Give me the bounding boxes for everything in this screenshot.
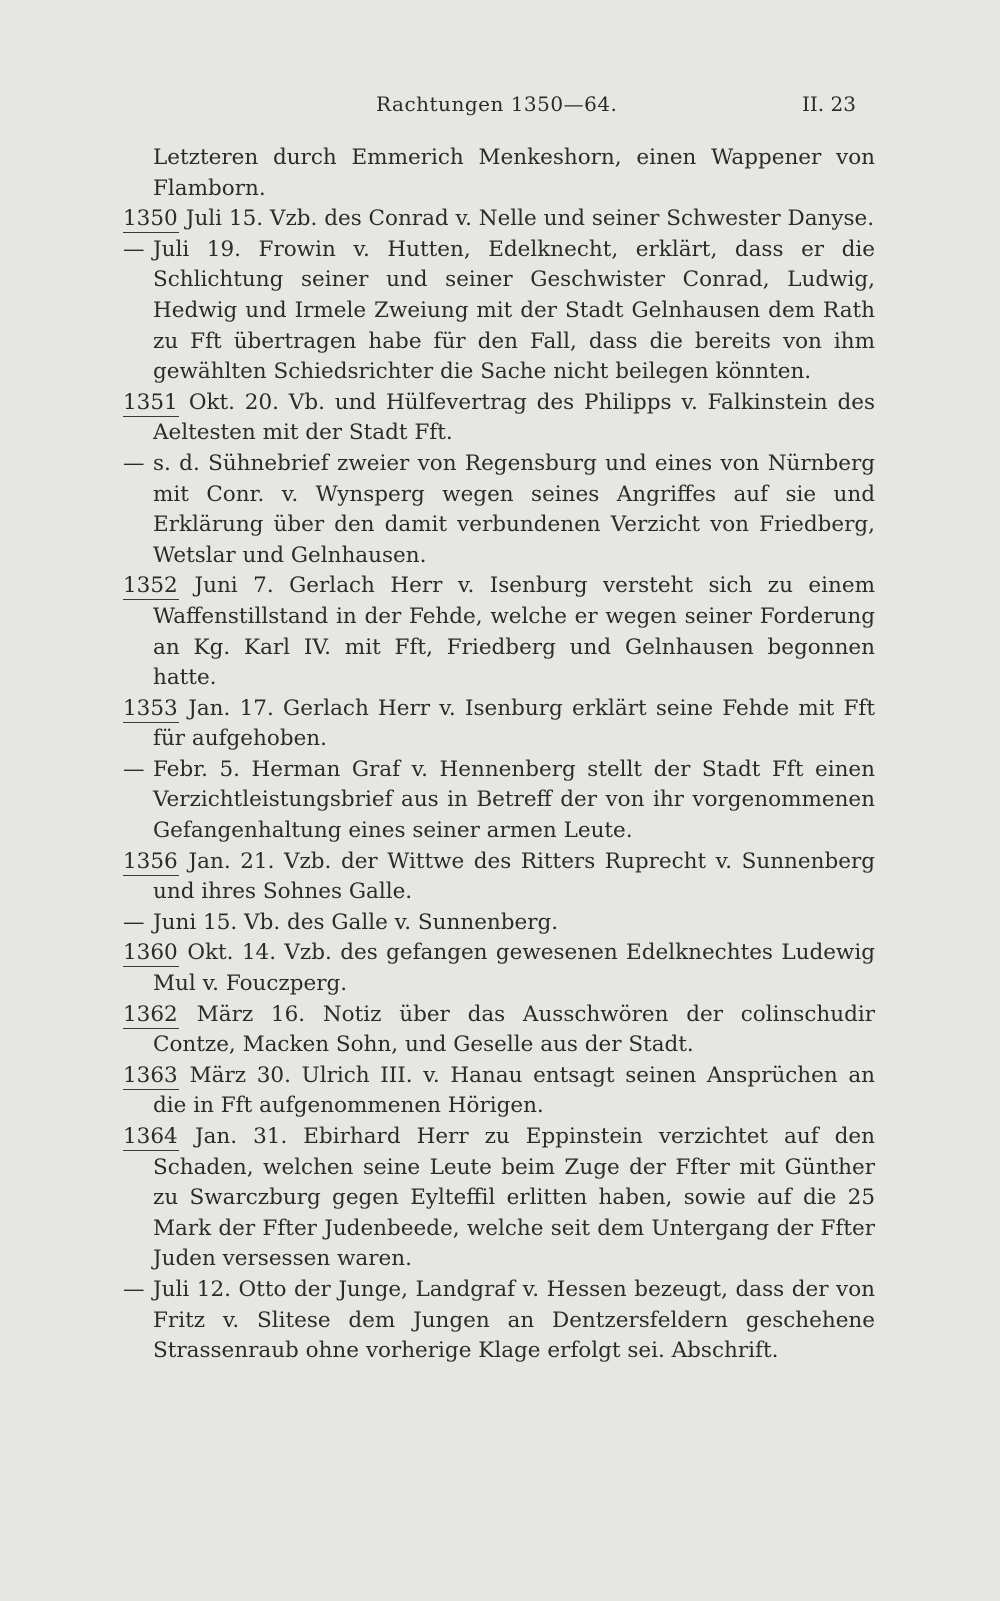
page-number: II. 23 bbox=[802, 92, 856, 116]
entry-year: 1364 bbox=[123, 1124, 178, 1149]
entry-dash: — bbox=[123, 909, 145, 935]
entry-text: Juni 7. Gerlach Herr v. Isenburg versteht sich zu einem Waffenstillstand in der Fehde, welche er wegen seiner Forderung an Kg. Karl IV. mit Fft, Friedberg und Gelnhausen begonnen hatte. bbox=[153, 573, 875, 691]
entry-dash: — bbox=[123, 1276, 145, 1302]
entry-text: März 16. Notiz über das Ausschwören der colinschudir Contze, Macken Sohn, und Geselle aus der Stadt. bbox=[153, 1001, 875, 1058]
entry-text: Letzteren durch Emmerich Menkeshorn, einen Wappener von Flamborn. bbox=[153, 145, 875, 201]
page-header bbox=[0, 92, 1000, 122]
entry-text: Okt. 20. Vb. und Hülfevertrag des Philipps v. Falkinstein des Aeltesten mit der Stadt Fft. bbox=[153, 389, 875, 446]
entry bbox=[123, 908, 875, 939]
entry-year: 1353 bbox=[123, 695, 178, 721]
entries-list bbox=[123, 143, 875, 1367]
entry-year: 1351 bbox=[123, 389, 178, 415]
entry bbox=[123, 694, 875, 755]
entry-text: Juni 15. Vb. des Galle v. Sunnenberg. bbox=[153, 909, 559, 935]
entry-year: 1352 bbox=[123, 573, 178, 599]
entry bbox=[123, 143, 875, 204]
entry-text: März 30. Ulrich III. v. Hanau entsagt seinen Ansprüchen an die in Fft aufgenommenen Hörigen. bbox=[153, 1062, 875, 1119]
entry-year: 1350 bbox=[123, 206, 178, 232]
entry bbox=[123, 204, 875, 235]
entry-text: s. d. Sühnebrief zweier von Regensburg und eines von Nürnberg mit Conr. v. Wynsperg wegen seines Angriffes auf sie und Erklärung über den damit verbundenen Verzicht von Friedberg, Wetslar und Gelnhausen. bbox=[153, 450, 875, 568]
entry bbox=[123, 755, 875, 847]
entry bbox=[123, 1275, 875, 1367]
entry-year: 1360 bbox=[123, 940, 178, 966]
entry bbox=[123, 449, 875, 571]
entry bbox=[123, 388, 875, 449]
entry bbox=[123, 1061, 875, 1122]
entry-text: Jan. 31. Ebirhard Herr zu Eppinstein verzichtet auf den Schaden, welchen seine Leute beim Zuge der Ffter mit Günther zu Swarczburg gegen Eylteffil erlitten haben, sowie auf die 25 Mark der Ffter Judenbeede, welche seit dem Untergang der Ffter Juden versessen waren. bbox=[153, 1124, 875, 1272]
entry bbox=[123, 235, 875, 388]
entry-dash: — bbox=[123, 450, 145, 476]
entry bbox=[123, 571, 875, 693]
entry-year: 1362 bbox=[123, 1001, 178, 1027]
entry bbox=[123, 1000, 875, 1061]
entry-text: Juli 15. Vzb. des Conrad v. Nelle und seiner Schwester Danyse. bbox=[185, 206, 875, 232]
entry bbox=[123, 1122, 875, 1275]
entry-text: Jan. 17. Gerlach Herr v. Isenburg erklärt seine Fehde mit Fft für aufgehoben. bbox=[153, 695, 875, 752]
entry-year: 1363 bbox=[123, 1062, 178, 1088]
running-title: Rachtungen 1350—64. bbox=[376, 92, 618, 116]
entry-text: Okt. 14. Vzb. des gefangen gewesenen Edelknechtes Ludewig Mul v. Fouczperg. bbox=[153, 940, 875, 997]
entry-year: 1356 bbox=[123, 848, 178, 874]
entry-dash: — bbox=[123, 756, 145, 782]
entry-dash: — bbox=[123, 236, 145, 262]
entry bbox=[123, 847, 875, 908]
entry-text: Juli 19. Frowin v. Hutten, Edelknecht, erklärt, dass er die Schlichtung seiner und seiner Geschwister Conrad, Ludwig, Hedwig und Irmele Zweiung mit der Stadt Gelnhausen dem Rath zu Fft übertragen habe für den Fall, dass die bereits von ihm gewählten Schiedsrichter die Sache nicht beilegen könnten. bbox=[153, 236, 875, 385]
entry-text: Febr. 5. Herman Graf v. Hennenberg stellt der Stadt Fft einen Verzichtleistungsbrief aus in Betreff der von ihr vorgenommenen Gefangenhaltung eines seiner armen Leute. bbox=[153, 756, 875, 844]
entry-text: Juli 12. Otto der Junge, Landgraf v. Hessen bezeugt, dass der von Fritz v. Slitese dem Jungen an Dentzersfeldern geschehene Strassenraub ohne vorherige Klage erfolgt sei. Abschrift. bbox=[153, 1276, 875, 1364]
entry bbox=[123, 938, 875, 999]
entry-text: Jan. 21. Vzb. der Wittwe des Ritters Ruprecht v. Sunnenberg und ihres Sohnes Galle. bbox=[153, 848, 875, 905]
